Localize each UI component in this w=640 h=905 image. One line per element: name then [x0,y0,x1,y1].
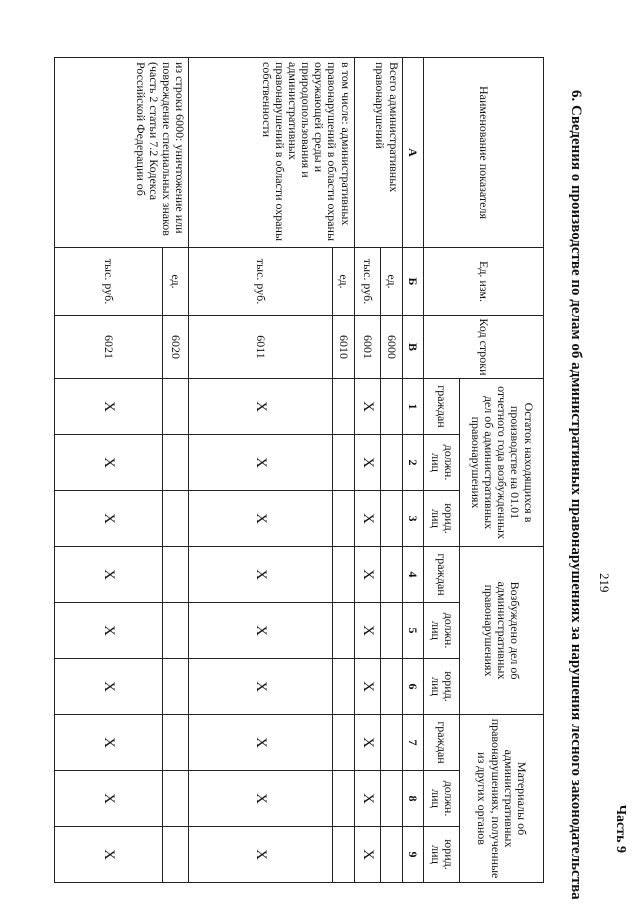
index-cell: 8 [402,771,424,827]
header-group-initiated: Возбуждено дел об административных правонарушениях [460,547,544,715]
unit-cell: тыс. руб. [55,248,163,316]
sub-citizens: граждан [424,547,460,603]
header-code: Код строки [424,316,544,379]
cross-mark: X [55,547,163,603]
cross-mark: X [354,379,380,435]
cross-mark: X [55,379,163,435]
row-name: Всего административных правонарушений [354,58,402,248]
cross-mark: X [189,379,333,435]
index-cell: 1 [402,379,424,435]
unit-cell: тыс. руб. [354,248,380,316]
header-name: Наименование показателя [424,58,544,248]
index-cell: 2 [402,435,424,491]
cross-mark: X [354,659,380,715]
unit-cell: тыс. руб. [189,248,333,316]
data-table [54,57,544,883]
cross-mark: X [189,659,333,715]
sub-citizens: граждан [424,715,460,771]
code-cell: 6000 [381,316,403,379]
cross-mark: X [354,491,380,547]
cross-mark: X [55,715,163,771]
index-cell: Б [402,248,424,316]
cross-mark: X [189,435,333,491]
cross-mark: X [189,491,333,547]
code-cell: 6010 [333,316,355,379]
index-cell: 5 [402,603,424,659]
index-cell: 7 [402,715,424,771]
cross-mark: X [189,771,333,827]
cross-mark: X [354,827,380,883]
cross-mark: X [354,603,380,659]
cross-mark: X [189,547,333,603]
header-group-received: Материалы об административных правонарушениях, полученные из других органов [460,715,544,883]
code-cell: 6001 [354,316,380,379]
cross-mark: X [55,659,163,715]
table-row [381,58,403,883]
sub-officials: должн. лиц [424,603,460,659]
sub-officials: должн. лиц [424,771,460,827]
row-name: в том числе: административных правонарушений в области охраны окружающей среды и природопользования и административных правонарушений в области охраны собственности [189,58,354,248]
row-name: из строки 6000: уничтожение или повреждение специальных знаков (часть 2 статьи 7.2 Кодекса Российской Федерации об [55,58,189,248]
table-row [333,58,355,883]
cross-mark: X [354,715,380,771]
part-label: Часть 9 [613,804,628,853]
cross-mark: X [55,603,163,659]
code-cell: 6020 [162,316,188,379]
sub-legal: юрид. лиц [424,491,460,547]
page-number: 219 [597,573,612,593]
cross-mark: X [55,771,163,827]
cross-mark: X [55,827,163,883]
sub-officials: должн. лиц [424,435,460,491]
index-cell: 4 [402,547,424,603]
cross-mark: X [189,715,333,771]
unit-cell: ед. [333,248,355,316]
unit-cell: ед. [162,248,188,316]
unit-cell: ед. [381,248,403,316]
sub-citizens: граждан [424,379,460,435]
section-title: 6. Сведения о производстве по делам об административных правонарушениях за нарушения лесного законодательства [568,90,584,900]
index-cell: 3 [402,491,424,547]
index-cell: В [402,316,424,379]
cross-mark: X [354,435,380,491]
sub-legal: юрид. лиц [424,659,460,715]
cross-mark: X [55,491,163,547]
cross-mark: X [55,435,163,491]
code-cell: 6021 [55,316,163,379]
cross-mark: X [189,603,333,659]
cross-mark: X [189,827,333,883]
cross-mark: X [354,547,380,603]
sub-legal: юрид. лиц [424,827,460,883]
header-group-balance: Остаток находящихся в производстве на 01.01 отчетного года возбужденных дел об административных правонарушениях [460,379,544,547]
cross-mark: X [354,771,380,827]
index-cell: А [402,58,424,248]
index-cell: 6 [402,659,424,715]
page-header [530,0,640,905]
index-cell: 9 [402,827,424,883]
index-row [402,58,424,883]
table-row [162,58,188,883]
header-unit: Ед. изм. [424,248,544,316]
code-cell: 6011 [189,316,333,379]
